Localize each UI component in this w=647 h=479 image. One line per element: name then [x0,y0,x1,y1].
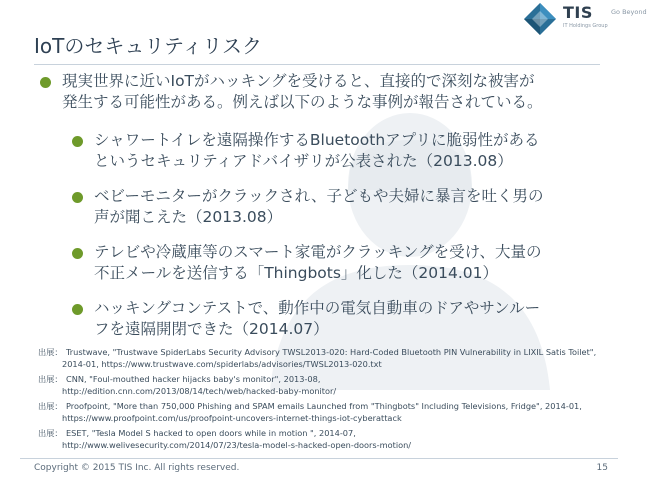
sub-bullet-line: シャワートイレを遠隔操作するBluetoothアプリに脆弱性がある [94,131,540,149]
sub-bullet-text [94,242,542,284]
sub-bullet-text [94,130,540,172]
sub-bullet-line: ベビーモニターがクラックされ、子どもや夫婦に暴言を吐く男の [94,187,544,205]
reference-label: 出展： [38,401,63,411]
sub-bullet-line: ハッキングコンテストで、動作中の電気自動車のドアやサンルー [94,299,541,317]
sub-bullet-line: フを遠隔開閉できた（2014.07） [94,320,329,338]
page-number: 15 [596,463,608,473]
copyright: Copyright © 2015 TIS Inc. All rights reserved. [34,463,240,473]
tis-logo [523,2,647,36]
sub-bullet-line: 不正メールを送信する「Thingbots」化した（2014.01） [94,264,499,282]
main-bullet-text [62,71,543,113]
main-bullet-line: 発生する可能性がある。例えば以下のような事例が報告されている。 [62,93,543,111]
reference-item [38,400,582,424]
reference-line: Proofpoint, "More than 750,000 Phishing and SPAM emails Launched from "Thingbots" Including Televisions, Fridge", 2014-01, [66,401,582,411]
title-divider [34,64,600,65]
bullet-dot-icon [40,77,51,88]
reference-label: 出展： [38,428,63,438]
bullet-dot-icon [72,192,83,203]
logo-tagline: Go Beyond [611,8,647,16]
reference-line: https://www.proofpoint.com/us/proofpoint-uncovers-internet-things-iot-cyberattack [62,413,402,423]
bullet-dot-icon [72,304,83,315]
reference-label: 出展： [38,347,63,357]
reference-line: ESET, "Tesla Model S hacked to open doors while in motion ", 2014-07, [66,428,356,438]
main-bullet-line: 現実世界に近いIoTがハッキングを受けると、直接的で深刻な被害が [62,72,535,90]
footer-divider [20,458,618,459]
sub-bullet-text [94,298,540,340]
logo-subtitle: IT Holdings Group [563,23,608,29]
slide-title: IoTのセキュリティリスク [34,34,262,58]
tis-logo-mark-icon [523,2,557,36]
reference-item [38,373,336,397]
reference-line: http://edition.cnn.com/2013/08/14/tech/web/hacked-baby-monitor/ [62,386,337,396]
reference-item [38,427,411,451]
reference-line: http://www.welivesecurity.com/2014/07/23/tesla-model-s-hacked-open-doors-motion/ [62,440,412,450]
logo-name: TIS [563,3,593,22]
sub-bullet-text [94,186,544,228]
sub-bullet-line: 声が聞こえた（2013.08） [94,208,283,226]
sub-bullet-line: テレビや冷蔵庫等のスマート家電がクラッキングを受け、大量の [94,243,542,261]
reference-line: 2014-01, https://www.trustwave.com/spiderlabs/advisories/TWSL2013-020.txt [62,359,382,369]
reference-item [38,346,596,370]
reference-line: Trustwave, "Trustwave SpiderLabs Security Advisory TWSL2013-020: Hard-Coded Bluetooth PIN Vulnerability in LIXIL Satis Toilet", [66,347,597,357]
bullet-dot-icon [72,248,83,259]
bullet-dot-icon [72,136,83,147]
sub-bullet-line: というセキュリティアドバイザリが公表された（2013.08） [94,152,513,170]
reference-line: CNN, "Foul-mouthed hacker hijacks baby's monitor", 2013-08, [66,374,321,384]
reference-label: 出展： [38,374,63,384]
